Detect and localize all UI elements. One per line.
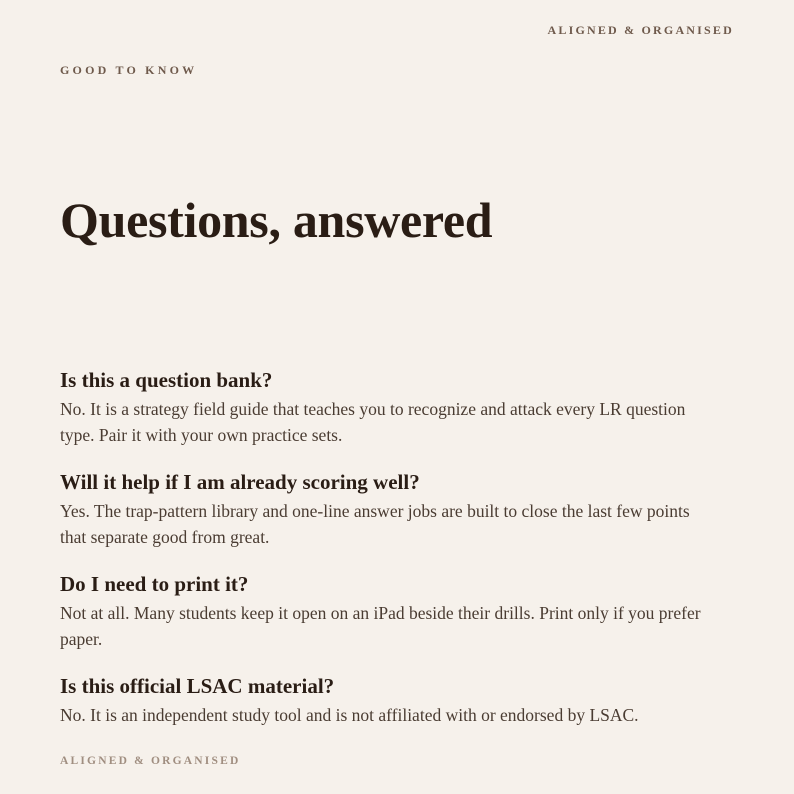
- faq-answer: Yes. The trap-pattern library and one-line answer jobs are built to close the last few points that separate good from great.: [60, 501, 690, 547]
- faq-list: [60, 366, 710, 748]
- faq-question: Is this a question bank?: [60, 368, 273, 392]
- section-eyebrow: GOOD TO KNOW: [60, 63, 198, 77]
- brand-header: ALIGNED & ORGANISED: [547, 23, 734, 37]
- faq-item: [60, 468, 710, 550]
- page-title: Questions, answered: [60, 192, 493, 248]
- faq-question: Will it help if I am already scoring well?: [60, 470, 420, 494]
- faq-item: [60, 570, 710, 652]
- faq-answer: Not at all. Many students keep it open on an iPad beside their drills. Print only if you prefer paper.: [60, 603, 701, 649]
- faq-answer: No. It is a strategy field guide that teaches you to recognize and attack every LR question type. Pair it with your own practice sets.: [60, 399, 686, 445]
- faq-answer: No. It is an independent study tool and is not affiliated with or endorsed by LSAC.: [60, 705, 639, 725]
- faq-item: [60, 672, 710, 728]
- faq-item: [60, 366, 710, 448]
- faq-question: Is this official LSAC material?: [60, 674, 335, 698]
- brand-footer: ALIGNED & ORGANISED: [60, 755, 241, 767]
- faq-question: Do I need to print it?: [60, 572, 249, 596]
